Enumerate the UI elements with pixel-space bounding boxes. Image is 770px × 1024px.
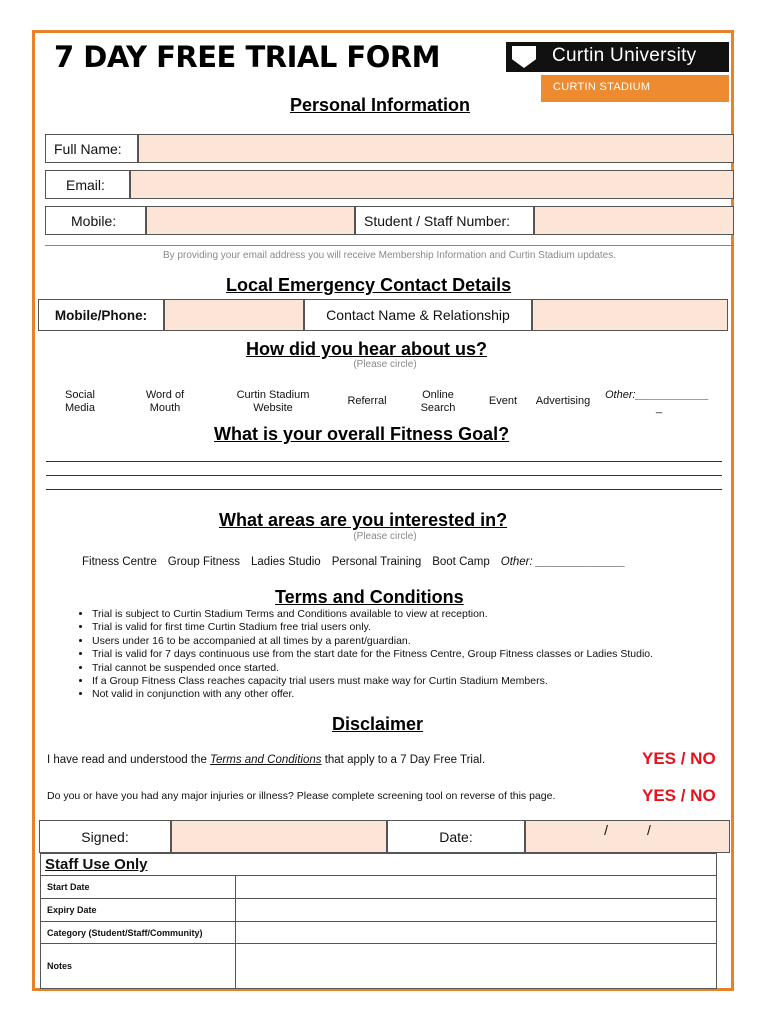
date-label-cell <box>387 820 525 853</box>
form-title: 7 DAY FREE TRIAL FORM <box>54 40 441 74</box>
terms-item: • Trial cannot be suspended once started. <box>92 662 653 675</box>
logo-subtitle: CURTIN STADIUM <box>553 81 651 93</box>
student-staff-field[interactable] <box>534 206 734 235</box>
area-option-personal-training[interactable]: Personal Training <box>331 556 422 568</box>
hear-hint: (Please circle) <box>353 359 417 370</box>
mobile-label-cell <box>45 206 146 235</box>
full-name-label: Full Name: <box>54 140 122 157</box>
disclaimer-heading: Disclaimer <box>332 714 424 734</box>
hear-option-social-media[interactable]: Social Media <box>65 389 95 414</box>
terms-heading: Terms and Conditions <box>275 587 464 607</box>
terms-item: • If a Group Fitness Class reaches capacity trial users must make way for Curtin Stadium Members. <box>92 675 653 688</box>
areas-options <box>82 556 625 568</box>
yes-no-terms[interactable]: YES / NO <box>642 749 716 768</box>
hear-heading: How did you hear about us? <box>246 339 488 359</box>
category-field[interactable] <box>236 922 717 944</box>
emergency-mobile-label: Mobile/Phone: <box>54 307 148 323</box>
hear-option-other[interactable]: Other:____________ <box>605 389 709 401</box>
email-field[interactable] <box>130 170 734 199</box>
student-staff-label-cell <box>355 206 534 235</box>
areas-hint: (Please circle) <box>353 531 417 542</box>
area-option-ladies-studio[interactable]: Ladies Studio <box>251 556 321 568</box>
full-name-field[interactable] <box>138 134 734 163</box>
hear-option-advertising[interactable]: Advertising <box>535 395 591 407</box>
disclaimer-line-1-pre: I have read and understood the <box>47 754 211 766</box>
start-date-label: Start Date <box>41 876 236 899</box>
signed-label-cell <box>39 820 171 853</box>
staff-use-table <box>40 853 717 989</box>
terms-item: • Not valid in conjunction with any other offer. <box>92 688 653 701</box>
terms-item: • Trial is valid for first time Curtin Stadium free trial users only. <box>92 621 653 634</box>
goal-line-2[interactable] <box>46 475 722 476</box>
goal-line-1[interactable] <box>46 461 722 462</box>
yes-no-injuries[interactable]: YES / NO <box>642 786 716 805</box>
mobile-label: Mobile: <box>71 212 117 229</box>
full-name-label-cell <box>45 134 138 163</box>
emergency-mobile-field[interactable] <box>164 299 304 331</box>
notes-field[interactable] <box>236 944 717 989</box>
start-date-field[interactable] <box>236 876 717 899</box>
email-label: Email: <box>66 176 105 193</box>
areas-heading: What areas are you interested in? <box>219 510 508 530</box>
student-staff-label: Student / Staff Number: <box>364 212 511 229</box>
divider <box>45 245 734 246</box>
goal-heading: What is your overall Fitness Goal? <box>214 424 510 444</box>
signed-label: Signed: <box>81 828 129 845</box>
expiry-date-field[interactable] <box>236 899 717 922</box>
category-label: Category (Student/Staff/Community) <box>41 922 236 944</box>
terms-list <box>66 608 653 702</box>
terms-item: • Trial is subject to Curtin Stadium Terms and Conditions available to view at reception. <box>92 608 653 621</box>
date-label: Date: <box>439 828 473 845</box>
disclaimer-line-1 <box>47 754 485 766</box>
contact-name-label-cell <box>304 299 532 331</box>
terms-item: • Users under 16 to be accompanied at all times by a parent/guardian. <box>92 635 653 648</box>
staff-heading: Staff Use Only <box>45 856 148 873</box>
contact-name-label: Contact Name & Relationship <box>326 307 510 323</box>
mobile-field[interactable] <box>146 206 355 235</box>
area-option-fitness-centre[interactable]: Fitness Centre <box>82 556 157 568</box>
date-slashes: / / <box>604 822 651 838</box>
expiry-date-label: Expiry Date <box>41 899 236 922</box>
hear-other-tail: _ <box>655 402 663 414</box>
area-option-other[interactable]: Other: ______________ <box>500 556 626 568</box>
area-option-boot-camp[interactable]: Boot Camp <box>432 556 490 568</box>
emergency-mobile-label-cell <box>38 299 164 331</box>
hear-option-referral[interactable]: Referral <box>347 395 387 407</box>
email-label-cell <box>45 170 130 199</box>
hear-option-online-search[interactable]: Online Search <box>420 389 456 414</box>
contact-name-field[interactable] <box>532 299 728 331</box>
terms-link[interactable]: Terms and Conditions <box>210 754 322 766</box>
disclaimer-line-1-post: that apply to a 7 Day Free Trial. <box>321 754 486 766</box>
staff-heading-cell <box>41 854 717 876</box>
hear-option-word-of-mouth[interactable]: Word of Mouth <box>145 389 185 414</box>
emergency-heading: Local Emergency Contact Details <box>226 275 512 295</box>
area-option-group-fitness[interactable]: Group Fitness <box>167 556 241 568</box>
notes-label: Notes <box>41 944 236 989</box>
disclaimer-line-2: Do you or have you had any major injuries or illness? Please complete screening tool on reverse of this page. <box>47 790 556 802</box>
personal-heading: Personal Information <box>290 95 471 115</box>
hear-option-website[interactable]: Curtin Stadium Website <box>236 389 310 414</box>
email-note: By providing your email address you will receive Membership Information and Curtin Stadium updates. <box>163 250 616 261</box>
terms-item: • Trial is valid for 7 days continuous use from the start date for the Fitness Centre, Group Fitness classes or Ladies Studio. <box>92 648 653 661</box>
logo-name: Curtin University <box>552 45 697 66</box>
hear-option-event[interactable]: Event <box>488 395 518 407</box>
signature-field[interactable] <box>171 820 387 853</box>
date-field[interactable] <box>525 820 730 853</box>
goal-line-3[interactable] <box>46 489 722 490</box>
